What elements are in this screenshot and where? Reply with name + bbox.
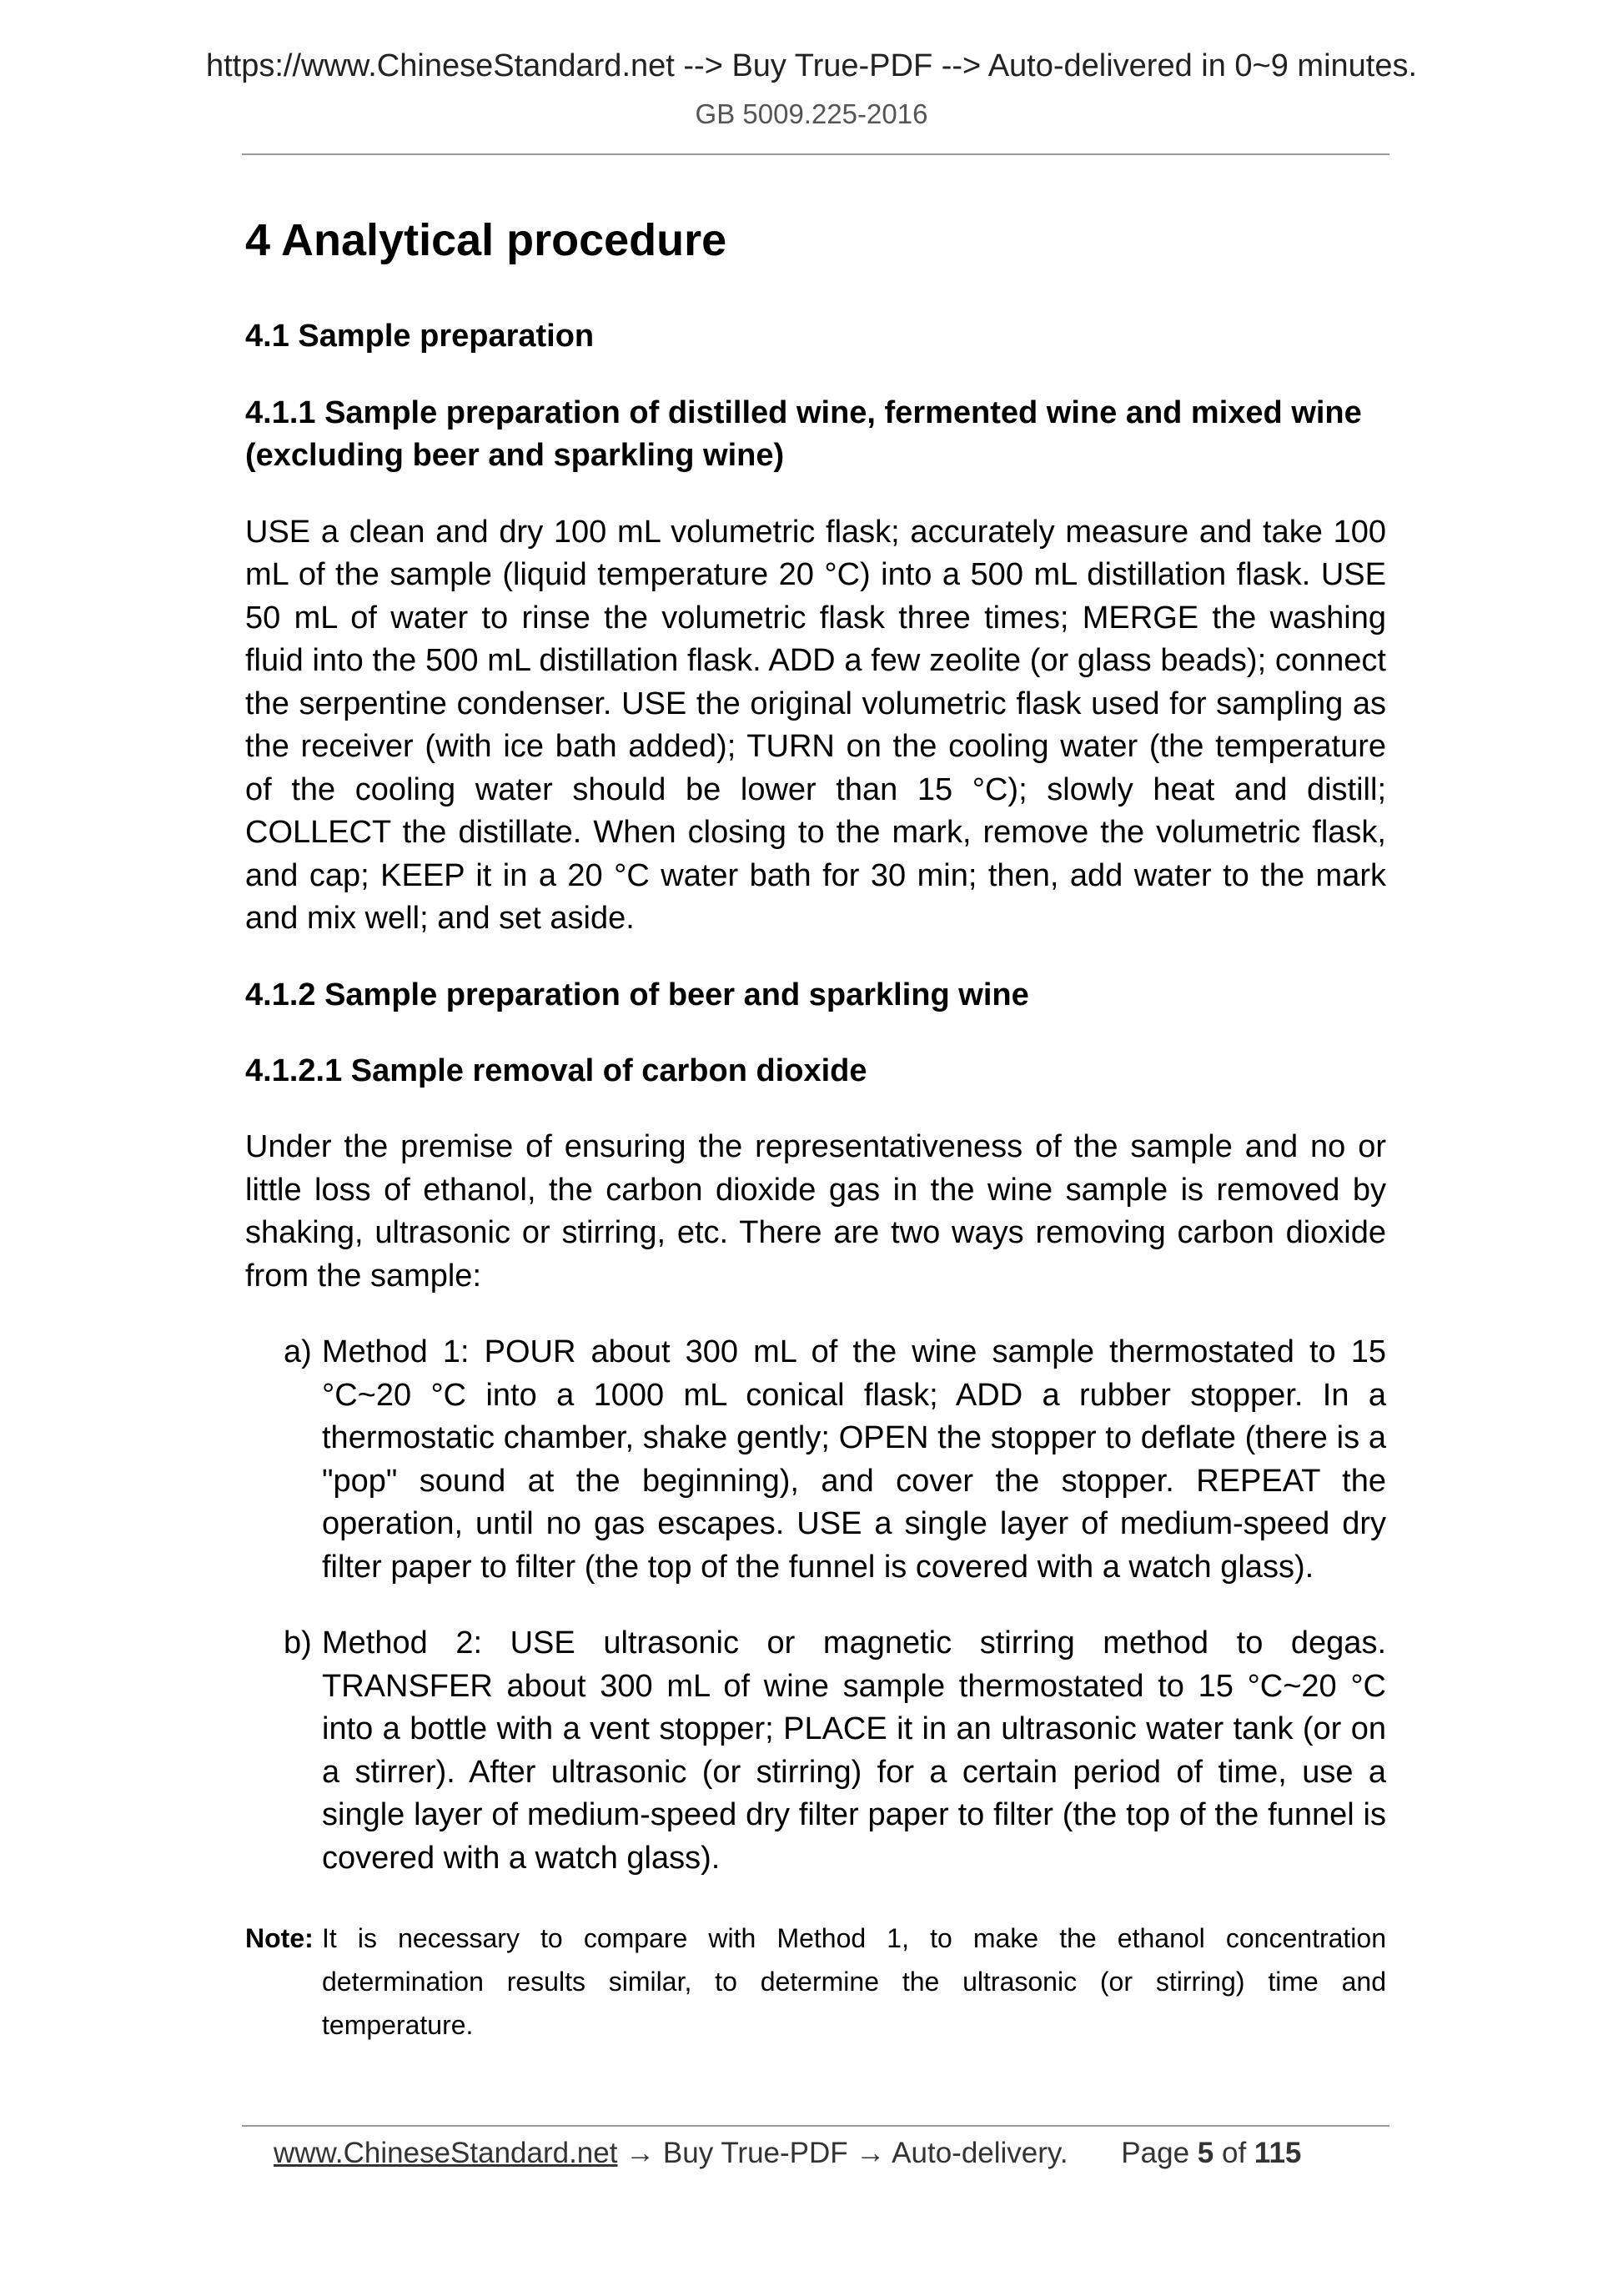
paragraph-4-1-2-1: Under the premise of ensuring the representativeness of the sample and no or little loss of ethanol, the carbon dioxide gas in the wine sample is removed by shaking, ultrasonic or stirring, etc. There are two ways removing carbon dioxide from the sample:: [245, 1129, 1386, 1294]
document-body: [245, 214, 1386, 2047]
total-pages: 115: [1254, 2137, 1302, 2169]
method-1-item: [245, 1331, 1386, 1589]
header-url-line: https://www.ChineseStandard.net --> Buy True-PDF --> Auto-delivered in 0~9 minutes.: [205, 48, 1418, 83]
footer: [274, 2137, 1301, 2170]
method-2-item: [245, 1622, 1386, 1880]
header-divider: [242, 153, 1389, 155]
note: [245, 1917, 1386, 2047]
page-word: Page: [1121, 2137, 1190, 2169]
heading-4-1-1: 4.1.1 Sample preparation of distilled wine, fermented wine and mixed wine (excluding beer and sparkling wine): [245, 395, 1362, 474]
heading-4-1-2-1: 4.1.2.1 Sample removal of carbon dioxide: [245, 1053, 867, 1089]
section-title: 4 Analytical procedure: [245, 215, 727, 265]
method-1-text: Method 1: POUR about 300 mL of the wine sample thermostated to 15 °C~20 °C into a 1000 mL conical flask; ADD a rubber stopper. In a thermostatic chamber, shake gently; OPEN the stopper to deflate (there is a "pop" sound at the beginning), and cover the stopper. REPEAT the operation, until no gas escapes. USE a single layer of medium-speed dry filter paper to filter (the top of the funnel is covered with a watch glass).: [322, 1334, 1386, 1585]
footer-site-link[interactable]: www.ChineseStandard.net: [274, 2137, 618, 2169]
footer-divider: [242, 2125, 1389, 2127]
method-2-text: Method 2: USE ultrasonic or magnetic stirring method to degas. TRANSFER about 300 mL of wine sample thermostated to 15 °C~20 °C into a bottle with a vent stopper; PLACE it in an ultrasonic water tank (or on a stirrer). After ultrasonic (or stirring) for a certain period of time, use a single layer of medium-speed dry filter paper to filter (the top of the funnel is covered with a watch glass).: [322, 1625, 1386, 1876]
heading-4-1-2: 4.1.2 Sample preparation of beer and sparkling wine: [245, 977, 1029, 1012]
standard-code: GB 5009.225-2016: [695, 98, 928, 129]
note-label: Note:: [245, 1923, 314, 1954]
list-marker: b): [284, 1625, 312, 1661]
of-word: of: [1221, 2137, 1247, 2169]
page-number: 5: [1197, 2137, 1214, 2169]
paragraph-4-1-1: USE a clean and dry 100 mL volumetric flask; accurately measure and take 100 mL of the sample (liquid temperature 20 °C) into a 500 mL distillation flask. USE 50 mL of water to rinse the volumetric flask three times; MERGE the washing fluid into the 500 mL distillation flask. ADD a few zeolite (or glass beads); connect the serpentine condenser. USE the original volumetric flask used for sampling as the receiver (with ice bath added); TURN on the cooling water (the temperature of the cooling water should be lower than 15 °C); slowly heat and distill; COLLECT the distillate. When closing to the mark, remove the volumetric flask, and cap; KEEP it in a 20 °C water bath for 30 min; then, add water to the mark and mix well; and set aside.: [245, 514, 1386, 937]
note-text: It is necessary to compare with Method 1, to make the ethanol concentration determination results similar, to determine the ultrasonic (or stirring) time and temperature.: [322, 1923, 1386, 2041]
list-marker: a): [284, 1334, 312, 1370]
heading-4-1: 4.1 Sample preparation: [245, 318, 595, 354]
footer-middle-text: → Buy True-PDF → Auto-delivery.: [626, 2137, 1068, 2169]
